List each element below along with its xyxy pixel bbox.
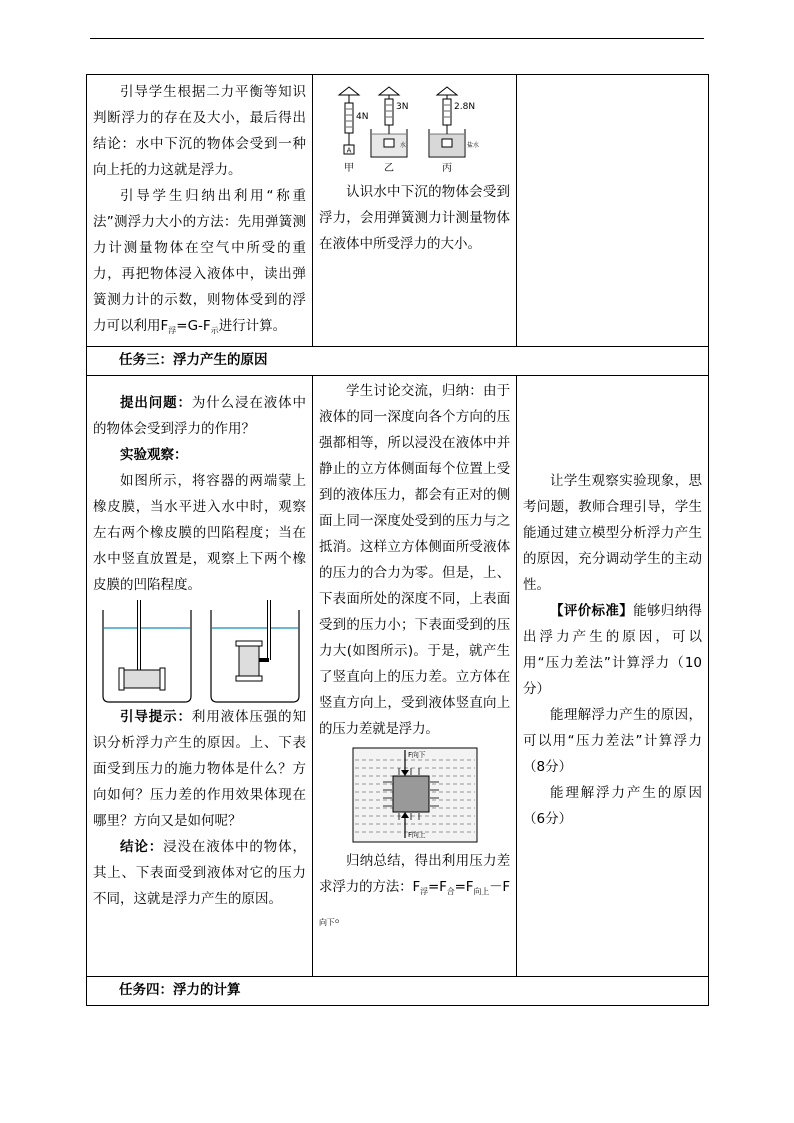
beaker-left — [103, 600, 191, 702]
cube-pressure-figure — [349, 744, 481, 844]
scale-jia — [339, 87, 368, 174]
formula: $F_浮=F_合=F_{向上}-F_{向下}$。 — [319, 879, 510, 927]
spring-scale-figure — [319, 79, 509, 179]
task-heading: 任务四：浮力的计算 — [87, 977, 709, 1006]
paragraph: 实验观察： — [120, 447, 188, 463]
table-row — [87, 376, 709, 977]
paragraph: 能理解浮力产生的原因，可以用“压力差法”计算浮力（8分） — [523, 707, 702, 775]
teacher-activity-cell — [87, 75, 313, 347]
paragraph: 引导提示：利用液体压强的知识分析浮力产生的原因。上、下表面受到压力的施力物体是什么？方向如何？压力差的作用效果体现在哪里？方向又是如何呢？ — [93, 709, 306, 829]
paragraph: 让学生观察实验现象，思考问题，教师合理引导，学生能通过建立模型分析浮力产生的原因，充分调动学生的主动性。 — [523, 473, 702, 593]
reading-jia: 4N — [356, 112, 369, 122]
label-jia: 甲 — [344, 163, 354, 174]
table-row — [87, 75, 709, 347]
paragraph: 引导学生根据二力平衡等知识判断浮力的存在及大小，最后得出结论：水中下沉的物体会受到一种向上托的力这就是浮力。 — [93, 84, 306, 178]
paragraph: 认识水中下沉的物体会受到浮力，会用弹簧测力计测量物体在液体中所受浮力的大小。 — [319, 184, 510, 252]
reading-yi: 3N — [396, 102, 409, 112]
reading-bing: 2.8N — [454, 102, 476, 112]
paragraph: 【评价标准】能够归纳得出浮力产生的原因，可以用“压力差法”计算浮力（10分） — [523, 603, 703, 697]
label-bing: 丙 — [442, 163, 452, 174]
scale-yi — [371, 87, 408, 174]
liquid-label: 盐水 — [467, 142, 480, 149]
formula: $F_浮=G-F_示$进行计算。 — [160, 318, 287, 335]
liquid-label: 水 — [400, 142, 407, 149]
label-yi: 乙 — [384, 163, 394, 174]
task-heading: 任务三：浮力产生的原因 — [87, 347, 709, 376]
beaker-right — [211, 600, 299, 702]
header-rule — [90, 38, 704, 39]
block-label: A — [346, 146, 352, 155]
paragraph: 归纳总结，得出利用压力差求浮力的方法：$F_浮=F_合=F_{向上}-F_{向下}$。 — [319, 853, 510, 927]
table-row — [87, 347, 709, 376]
design-intent-cell — [517, 75, 709, 347]
lesson-table — [86, 74, 709, 1006]
beaker-figure — [93, 598, 307, 704]
design-intent-cell — [517, 376, 709, 977]
paragraph: 提出问题：为什么浸在液体中的物体会受到浮力的作用？ — [93, 395, 306, 437]
teacher-activity-cell — [87, 376, 313, 977]
force-down-label: F向下 — [408, 751, 426, 759]
student-activity-cell — [313, 376, 517, 977]
paragraph: 结论：浸没在液体中的物体，其上、下表面受到液体对它的压力不同，这就是浮力产生的原因。 — [93, 839, 306, 907]
force-up-label: F向上 — [408, 831, 426, 839]
paragraph: 能理解浮力产生的原因（6分） — [523, 785, 702, 827]
student-activity-cell — [313, 75, 517, 347]
scale-bing — [429, 87, 479, 174]
paragraph: 引导学生归纳出利用“称重法”测浮力大小的方法：先用弹簧测力计测量物体在空气中所受的重力，再把物体浸入液体中，读出弹簧测力计的示数，则物体受到的浮力可以利用$F_浮=G-F_示$进行计算。 — [93, 188, 306, 335]
paragraph: 学生讨论交流，归纳：由于液体的同一深度向各个方向的压强都相等，所以浸没在液体中并静止的立方体侧面每个位置上受到的液体压力，都会有正对的侧面上同一深度处受到的压力与之抵消。这样立方体侧面所受液体的压力的合力为零。但是，上、下表面所处的深度不同，上表面受到的压力小；下表面受到的压力大(如图所示)。于是，就产生了竖直向上的压力差。立方体在竖直方向上，受到液体竖直向上的压力差就是浮力。 — [319, 383, 510, 737]
paragraph: 如图所示，将容器的两端蒙上橡皮膜，当水平进入水中时，观察左右两个橡皮膜的凹陷程度；当在水中竖直放置是，观察上下两个橡皮膜的凹陷程度。 — [93, 473, 306, 593]
table-row — [87, 977, 709, 1006]
